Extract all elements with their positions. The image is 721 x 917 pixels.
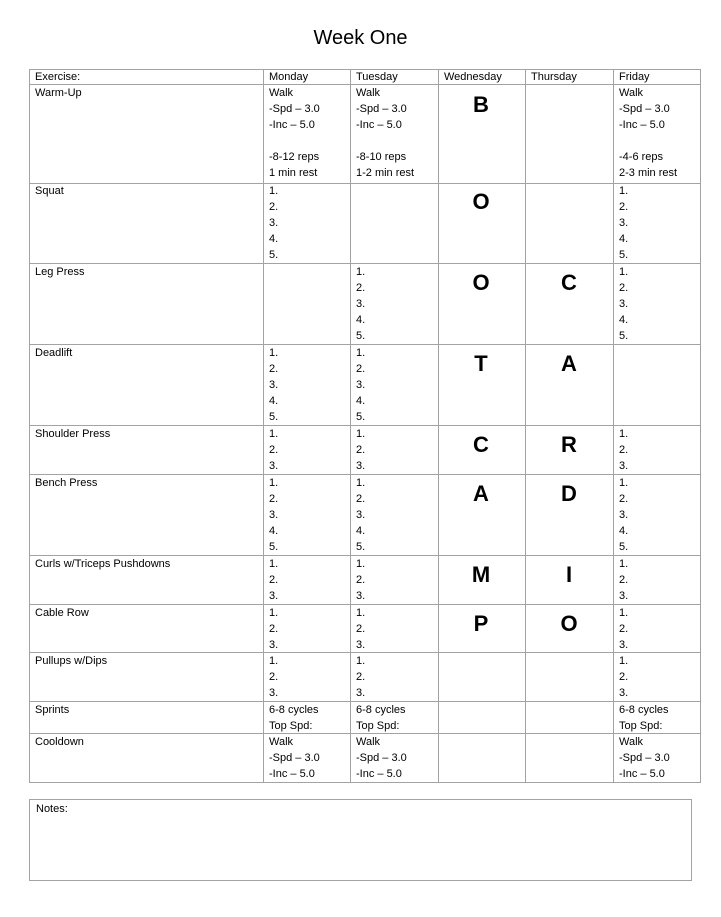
table-rule <box>29 69 30 783</box>
header-friday: Friday <box>619 71 650 83</box>
friday-cell: 1. 2. 3. <box>619 655 629 699</box>
tuesday-cell: 1. 2. 3. <box>356 428 366 472</box>
table-rule <box>29 782 701 783</box>
table-rule <box>29 183 701 184</box>
friday-cell: Walk -Spd – 3.0 -Inc – 5.0 <box>619 736 670 780</box>
wednesday-letter: T <box>474 351 488 376</box>
thursday-letter: D <box>561 481 577 506</box>
thursday-letter: R <box>561 432 577 457</box>
monday-cell: Walk -Spd – 3.0 -Inc – 5.0 <box>269 736 320 780</box>
table-rule <box>613 69 614 783</box>
thursday-letter: A <box>561 351 577 376</box>
table-rule <box>263 69 264 783</box>
tuesday-cell: 6-8 cycles Top Spd: <box>356 704 406 732</box>
exercise-name: Deadlift <box>35 347 73 359</box>
wednesday-letter: P <box>473 611 489 636</box>
tuesday-cell: Walk -Spd – 3.0 -Inc – 5.0 <box>356 736 407 780</box>
monday-cell: 1. 2. 3. <box>269 558 279 602</box>
wednesday-letter: C <box>473 432 489 457</box>
wednesday-letter: M <box>471 562 491 587</box>
monday-cell: 1. 2. 3. 4. 5. <box>269 185 279 261</box>
monday-cell: 1. 2. 3. <box>269 607 279 651</box>
friday-cell: 1. 2. 3. 4. 5. <box>619 185 629 261</box>
thursday-letter: C <box>561 270 577 295</box>
header-tuesday: Tuesday <box>356 71 398 83</box>
wednesday-letter: A <box>473 481 489 506</box>
friday-cell: Walk -Spd – 3.0 -Inc – 5.0 -4-6 reps 2-3 min rest <box>619 87 678 179</box>
friday-cell: 1. 2. 3. <box>619 428 629 472</box>
tuesday-cell: 1. 2. 3. <box>356 558 366 602</box>
table-rule <box>350 69 351 783</box>
tuesday-cell: 1. 2. 3. 4. 5. <box>356 477 366 553</box>
tuesday-cell: 1. 2. 3. <box>356 607 366 651</box>
exercise-name: Curls w/Triceps Pushdowns <box>35 558 171 570</box>
friday-cell: 6-8 cycles Top Spd: <box>619 704 669 732</box>
exercise-name: Sprints <box>35 704 70 716</box>
thursday-letter: O <box>560 611 578 636</box>
friday-cell: 1. 2. 3. <box>619 607 629 651</box>
exercise-name: Squat <box>35 185 64 197</box>
exercise-name: Shoulder Press <box>35 428 111 440</box>
table-rule <box>525 69 526 783</box>
monday-cell: 6-8 cycles Top Spd: <box>269 704 319 732</box>
exercise-name: Cooldown <box>35 736 84 748</box>
header-wednesday: Wednesday <box>444 71 502 83</box>
notes-box[interactable] <box>29 799 692 881</box>
header-exercise: Exercise: <box>35 71 81 83</box>
exercise-name: Cable Row <box>35 607 89 619</box>
monday-cell: 1. 2. 3. <box>269 655 279 699</box>
monday-cell: Walk -Spd – 3.0 -Inc – 5.0 -8-12 reps 1 min rest <box>269 87 320 179</box>
monday-cell: 1. 2. 3. 4. 5. <box>269 477 279 553</box>
exercise-name: Bench Press <box>35 477 98 489</box>
page-title: Week One <box>313 27 408 49</box>
tuesday-cell: 1. 2. 3. <box>356 655 366 699</box>
wednesday-letter: O <box>472 189 490 214</box>
table-rule <box>438 69 439 783</box>
exercise-name: Warm-Up <box>35 87 82 99</box>
exercise-name: Pullups w/Dips <box>35 655 108 667</box>
exercise-name: Leg Press <box>35 266 85 278</box>
friday-cell: 1. 2. 3. <box>619 558 629 602</box>
workout-table <box>29 69 701 783</box>
header-thursday: Thursday <box>531 71 577 83</box>
monday-cell: 1. 2. 3. 4. 5. <box>269 347 279 423</box>
friday-cell: 1. 2. 3. 4. 5. <box>619 266 629 342</box>
wednesday-letter: B <box>473 92 489 117</box>
friday-cell: 1. 2. 3. 4. 5. <box>619 477 629 553</box>
tuesday-cell: 1. 2. 3. 4. 5. <box>356 347 366 423</box>
table-rule <box>700 69 701 783</box>
wednesday-letter: O <box>472 270 490 295</box>
thursday-letter: I <box>565 562 573 587</box>
tuesday-cell: Walk -Spd – 3.0 -Inc – 5.0 -8-10 reps 1-2 min rest <box>356 87 415 179</box>
notes-label: Notes: <box>36 803 68 815</box>
header-monday: Monday <box>269 71 309 83</box>
monday-cell: 1. 2. 3. <box>269 428 279 472</box>
tuesday-cell: 1. 2. 3. 4. 5. <box>356 266 366 342</box>
